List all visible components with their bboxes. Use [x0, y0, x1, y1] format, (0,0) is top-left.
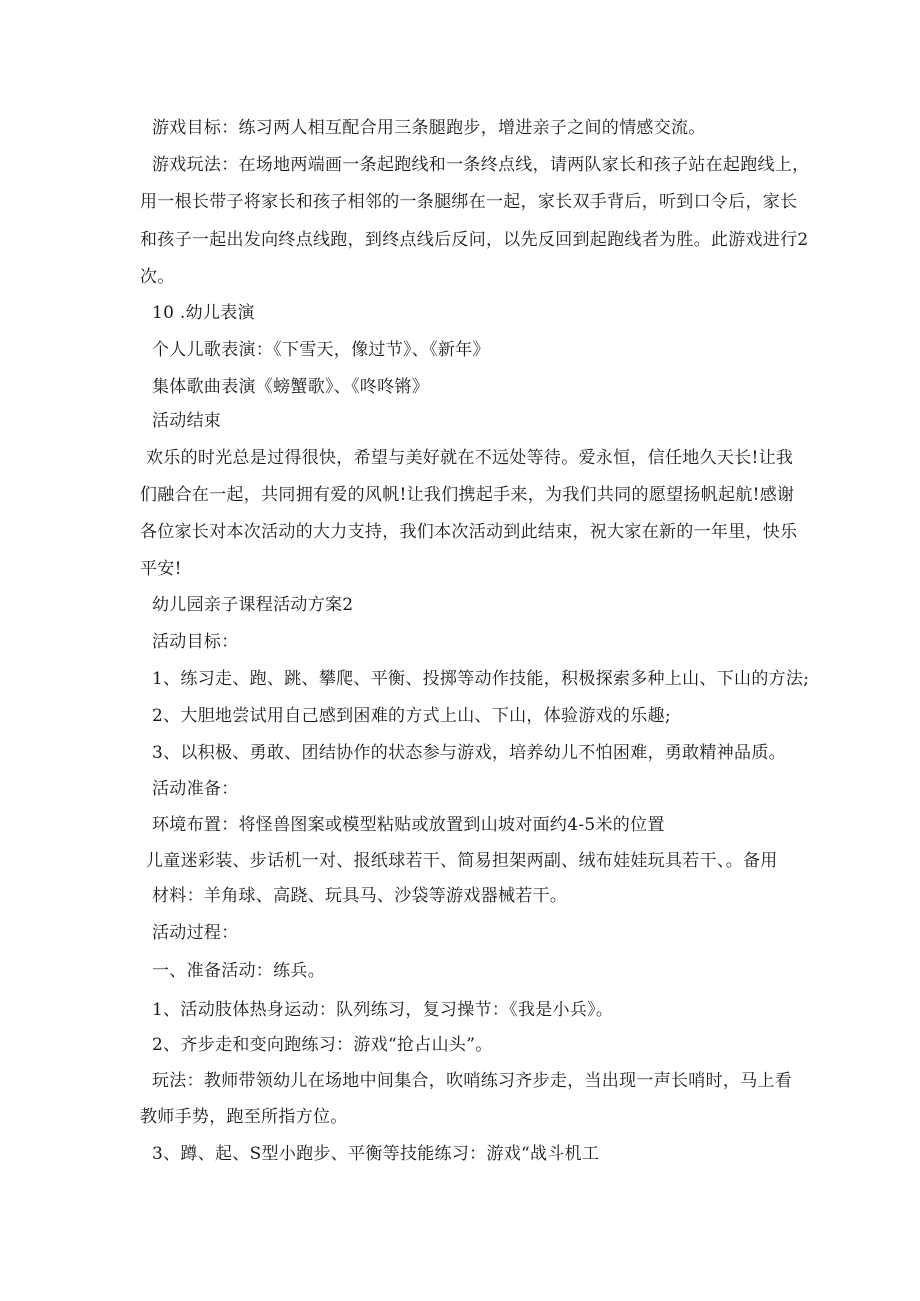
paragraph-line: 玩法：教师带领幼儿在场地中间集合，吹哨练习齐步走，当出现一声长哨时，马上看 — [152, 1071, 793, 1091]
paragraph-line: 欢乐的时光总是过得很快，希望与美好就在不远处等待。爱永恒，信任地久天长!让我 — [146, 448, 794, 468]
paragraph-line: 环境布置：将怪兽图案或模型粘贴或放置到山坡对面约4-5米的位置 — [152, 815, 665, 835]
section-heading: 活动结束 — [152, 411, 222, 431]
paragraph-line: 儿童迷彩装、步话机一对、报纸球若干、简易担架两副、绒布娃娃玩具若干、。备用 — [146, 851, 778, 871]
section-heading: 幼儿园亲子课程活动方案2 — [152, 595, 354, 615]
paragraph-line: 们融合在一起，共同拥有爱的风帆!让我们携起手来，为我们共同的愿望扬帆起航!感谢 — [140, 485, 795, 505]
section-heading: 10 .幼儿表演 — [152, 303, 255, 323]
paragraph-line: 用一根长带子将家长和孩子相邻的一条腿绑在一起，家长双手背后，听到口令后，家长 — [140, 192, 798, 212]
paragraph-line: 教师手势，跑至所指方位。 — [140, 1107, 348, 1127]
paragraph-line: 集体歌曲表演《螃蟹歌》、《咚咚锵》 — [152, 377, 430, 397]
list-item: 2、大胆地尝试用自己感到困难的方式上山、下山，体验游戏的乐趣; — [152, 706, 671, 726]
paragraph-line: 游戏玩法：在场地两端画一条起跑线和一条终点线，请两队家长和孩子站在起跑线上， — [152, 155, 810, 175]
list-item: 2、齐步走和变向跑练习：游戏“抢占山头”。 — [152, 1035, 493, 1055]
list-item: 1、练习走、跑、跳、攀爬、平衡、投掷等动作技能，积极探索多种上山、下山的方法; — [152, 669, 810, 689]
paragraph-line: 次。 — [140, 267, 175, 287]
paragraph-line: 个人儿歌表演：《下雪天，像过节》、《新年》 — [152, 340, 490, 360]
list-item: 1、活动肢体热身运动：队列练习，复习操节：《我是小兵》。 — [152, 1000, 614, 1020]
section-heading: 活动准备： — [152, 779, 239, 799]
list-item: 3、以积极、勇敢、团结协作的状态参与游戏，培养幼儿不怕困难，勇敢精神品质。 — [152, 743, 786, 763]
paragraph-line: 平安! — [140, 559, 182, 579]
paragraph-line: 游戏目标：练习两人相互配合用三条腿跑步，增进亲子之间的情感交流。 — [152, 118, 706, 138]
paragraph-line: 材料：羊角球、高跷、玩具马、沙袋等游戏器械若干。 — [152, 886, 568, 906]
list-item: 3、蹲、起、S型小跑步、平衡等技能练习：游戏“战斗机工 — [152, 1144, 600, 1164]
paragraph-line: 各位家长对本次活动的大力支持，我们本次活动到此结束，祝大家在新的一年里，快乐 — [140, 522, 798, 542]
section-heading: 一、准备活动：练兵。 — [152, 961, 325, 981]
section-heading: 活动过程： — [152, 923, 239, 943]
paragraph-line: 和孩子一起出发向终点线跑，到终点线后反问，以先反回到起跑线者为胜。此游戏进行2 — [140, 230, 809, 250]
section-heading: 活动目标： — [152, 632, 239, 652]
